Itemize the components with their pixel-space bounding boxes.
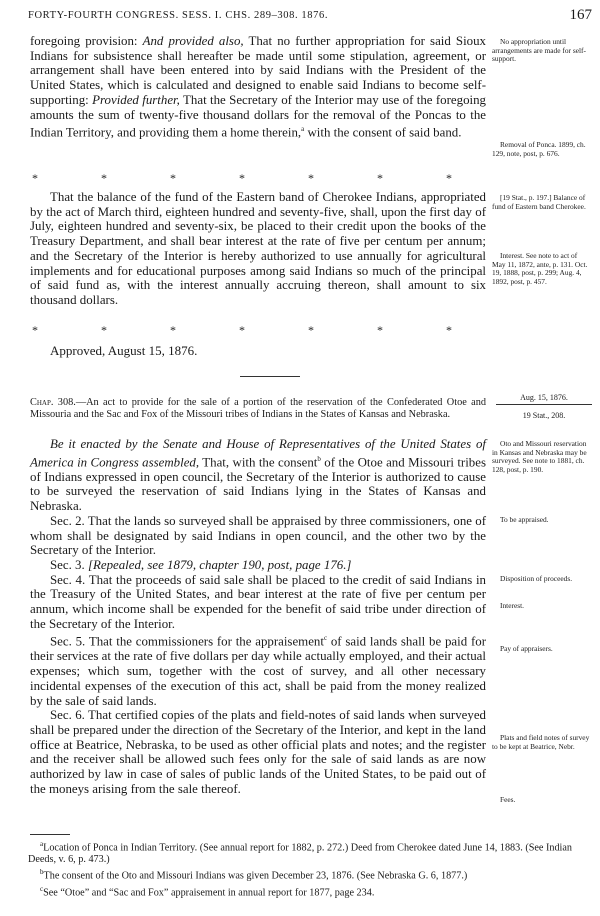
margin-note-ponca-removal: Removal of Ponca. 1899, ch. 129, note, post, p. 676. <box>492 140 586 158</box>
margin-note-appraised: To be appraised. <box>500 515 549 524</box>
chapter-date: Aug. 15, 1876. <box>496 393 592 405</box>
section-4: Sec. 4. That the proceeds of said sale shall be placed to the credit of said Indians in the Treasury of the United States, and bear interest at the rate of five per centum per annum, which income shall be expended for the benefit of said tribe under direction of the Secretary of the Interior. <box>30 572 486 631</box>
footnote-ref-b[interactable]: b <box>317 454 321 463</box>
margin-note-proceeds: Disposition of proceeds. <box>500 574 573 583</box>
margin-note-interest-2: Interest. <box>500 601 525 610</box>
footnote-a: $^a$Location of Ponca in Indian Territory. (See annual report for 1882, p. 272.) Deed from Cherokee dated June 14, 1883. (See Indian Deeds, v. 6, p. 473.) <box>28 840 572 866</box>
margin-note-no-appropriation: No appropriation until arrangements are made for self-support. <box>492 37 586 64</box>
chapter-heading <box>30 397 486 421</box>
footnote-b: $^b$The consent of the Oto and Missouri Indians was given December 23, 1876. (See Nebraska G. 6, 1877.) <box>40 868 468 882</box>
star: * <box>101 171 107 185</box>
omission-stars <box>32 171 452 186</box>
star: * <box>446 171 452 185</box>
star: * <box>377 323 383 337</box>
star: * <box>32 323 38 337</box>
margin-note-cherokee-fund: [19 Stat., p. 197.] Balance of fund of Eastern band Cherokee. <box>492 193 586 211</box>
provision-paragraph <box>30 34 486 140</box>
footnote-c: $^c$See “Otoe” and “Sac and Fox” appraisement in annual report for 1877, page 234. <box>40 884 375 899</box>
chapter-label: Chap. 308. <box>30 397 76 408</box>
footnotes <box>28 838 594 899</box>
chapter-date-box <box>496 393 592 420</box>
enacting-clause: Be it enacted by the Senate and House of Representatives of the United States of America in Congress assembled, That, with the consent$^b$ of the Otoe and Missouri tribes of Indians expressed in open council, the Secretary of the Interior is authorized to cause to be surveyed the reservation of said Indians lying in the States of Kansas and Nebraska. <box>30 437 486 514</box>
chapter-body <box>30 437 486 796</box>
footnote-ref-a[interactable]: a <box>301 125 305 134</box>
footnote-divider <box>30 834 70 835</box>
star: * <box>239 323 245 337</box>
margin-note-fees: Fees. <box>500 795 516 804</box>
chapter-title: —An act to provide for the sale of a portion of the reservation of the Confederated Otoe and Missouria and the Sac and Fox of the Missouri tribes of Indians in the States of Kansas and Nebraska. <box>30 397 487 421</box>
star: * <box>377 171 383 185</box>
provision-text: foregoing provision: And provided also, That no further appropriation for said Sioux Indians for subsistence shall hereafter be made until some stipulation, agreement, or arrangement shall have been entered into by said Indians with the President of the United States, which is calculated and designed to enable said Indians to become self-supporting: Provided further, That the Secretary of the Interior may use of the foregoing amounts the sum of twenty-five thousand dollars for the removal of the Poncas to the Indian Territory, and providing them a home therein,$^a$ with the consent of said band. <box>30 34 486 140</box>
footnote-ref-c[interactable]: c <box>323 634 328 643</box>
star: * <box>32 171 38 185</box>
star: * <box>308 171 314 185</box>
cherokee-text: That the balance of the fund of the Eastern band of Cherokee Indians, appropriated by the act of March third, eighteen hundred and seventy-five, shall, upon the first day of July, eighteen hundred and seventy-six, be placed to their credit upon the books of the Treasury Department, and shall bear interest at the rate of five per centum per annum; and the Secretary of the Interior is hereby authorized to use annually for agricultural implements and for educational purposes among said Indians so much of the principal of said fund as, with the interest annually accruing thereon, shall amount to six thousand dollars. <box>30 190 486 307</box>
page-number: 167 <box>569 7 592 23</box>
margin-note-interest: Interest. See note to act of May 11, 1872, ante, p. 131. Oct. 19, 1888, post, p. 299; Aug. 4, 1892, post, p. 457. <box>492 251 588 286</box>
section-divider <box>240 376 300 377</box>
approved-line: Approved, August 15, 1876. <box>50 343 198 358</box>
star: * <box>101 323 107 337</box>
running-header <box>28 8 592 26</box>
star: * <box>239 171 245 185</box>
chapter-stat-ref: 19 Stat., 208. <box>522 411 566 420</box>
section-5: Sec. 5. That the commissioners for the appraisement$^c$ of said lands shall be paid for their services at the rate of five dollars per day while actually employed, and their actual expenses; which sum, together with the cost of survey, and all other necessary incidental expenses of the execution of this act, shall be paid from the money realized by the sale of said lands. <box>30 634 486 708</box>
omission-stars-2 <box>32 323 452 338</box>
star: * <box>170 171 176 185</box>
section-6: Sec. 6. That certified copies of the plats and field-notes of said lands when surveyed shall be prepared under the direction of the Secretary of the Interior, and kept in the land office at Beatrice, Nebraska, to be used as other official plats and notes; and the register and the receiver shall be allowed such fees only for the sale of said lands as are now authorized by law in case of sales of public lands of the United States, to be paid out of the moneys arising from the sale thereof. <box>30 708 486 796</box>
section-2: Sec. 2. That the lands so surveyed shall be appraised by three commissioners, one of whom shall be designated by said Indians in open council, and the other two by the Secretary of the Interior. <box>30 513 486 558</box>
star: * <box>308 323 314 337</box>
star: * <box>170 323 176 337</box>
margin-note-plats: Plats and field notes of survey to be kept at Beatrice, Nebr. <box>492 733 590 751</box>
margin-note-pay-appraisers: Pay of appraisers. <box>500 644 553 653</box>
cherokee-paragraph <box>30 190 486 308</box>
star: * <box>446 323 452 337</box>
margin-note-survey: Oto and Missouri reservation in Kansas and Nebraska may be surveyed. See note to 1881, ch. 128, post, p. 190. <box>492 439 587 474</box>
header-title: FORTY-FOURTH CONGRESS. SESS. I. CHS. 289–308. 1876. <box>28 10 329 21</box>
section-3: Sec. 3. [Repealed, see 1879, chapter 190, post, page 176.] <box>50 557 352 572</box>
